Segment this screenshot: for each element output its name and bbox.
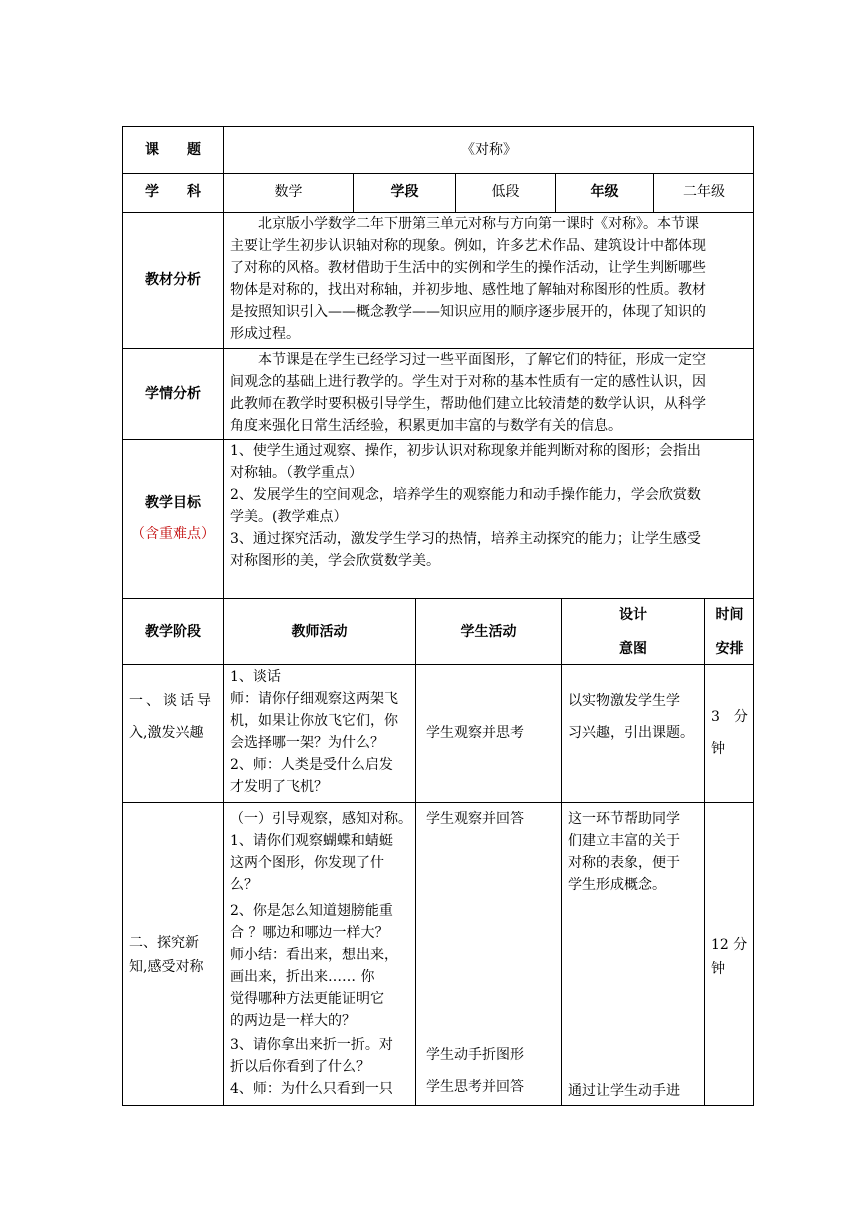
- text-line: 此教师在教学时要积极引导学生，帮助他们建立比较清楚的数学认识，从科学: [230, 396, 706, 412]
- text-line: 钟: [711, 961, 725, 977]
- row1-student-activity: 学生观察并思考: [426, 725, 524, 741]
- text-line: 对称轴。（教学重点）: [230, 465, 363, 481]
- grade-value: 二年级: [683, 184, 725, 200]
- text-line: 北京版小学数学二年下册第三单元对称与方向第一课时《对称》。本节课: [258, 216, 699, 232]
- row2-student-activity-1: 学生观察并回答: [426, 811, 524, 827]
- text-line: 物体是对称的，找出对称轴，并初步地、感性地了解轴对称图形的性质。教材: [230, 282, 706, 298]
- header-teacher: 教师活动: [291, 624, 348, 640]
- text-line: 4、师：为什么只看到一只: [230, 1081, 393, 1097]
- text-line: 的两边是一样大的？: [230, 1013, 356, 1029]
- subject-label: 学 科: [145, 184, 201, 200]
- subject-value: 数学: [274, 184, 303, 200]
- material-analysis-label: 教材分析: [145, 272, 201, 288]
- text-line: 2、师：人类是受什么启发: [230, 757, 393, 773]
- text-line: 画出来，折出来…… 你: [230, 969, 375, 985]
- col-divider: [223, 126, 224, 1106]
- header-design-1: 设计: [619, 607, 647, 623]
- text-line: 们建立丰富的关于: [568, 833, 680, 849]
- student-analysis-label: 学情分析: [145, 386, 201, 402]
- text-line: 学生形成概念。: [568, 877, 666, 893]
- text-line: 折以后你看到了什么？: [230, 1059, 370, 1075]
- row2-design-intent-2: 通过让学生动手进: [568, 1083, 680, 1099]
- text-line: 会选择哪一架？为什么？: [230, 735, 384, 751]
- text-line: 12 分: [711, 937, 748, 953]
- stage-label: 学段: [390, 184, 419, 200]
- text-line: 角度来强化日常生活经验，积累更加丰富的与数学有关的信息。: [230, 418, 622, 434]
- header-time-2: 安排: [715, 641, 744, 657]
- text-line: 3 分: [711, 709, 748, 725]
- text-line: 师小结：看出来，想出来，: [230, 947, 398, 963]
- header-time-1: 时间: [715, 607, 744, 623]
- topic-label: 课 题: [145, 142, 201, 158]
- text-line: 2、你是怎么知道翅膀能重: [230, 903, 393, 919]
- text-line: 师：请你仔细观察这两架飞: [230, 691, 398, 707]
- text-line: 二、探究新: [129, 935, 199, 951]
- goals-label: 教学目标: [145, 495, 201, 511]
- text-line: （一）引导观察，感知对称。: [230, 811, 412, 827]
- text-line: 习兴趣，引出课题。: [568, 725, 694, 741]
- text-line: 入,激发兴趣: [129, 725, 204, 741]
- row2-student-activity-2: 学生动手折图形: [426, 1047, 524, 1063]
- text-line: 形成过程。: [230, 326, 300, 342]
- text-line: 2、发展学生的空间观念，培养学生的观察能力和动手操作能力，学会欣赏数: [230, 487, 701, 503]
- row-divider: [122, 664, 754, 665]
- text-line: 这两个图形，你发现了什: [230, 855, 384, 871]
- text-line: 学美。(教学难点）: [230, 509, 348, 525]
- text-line: 合 ？哪边和哪边一样大？: [230, 925, 389, 941]
- text-line: 3、请你拿出来折一折。对: [230, 1037, 393, 1053]
- text-line: 觉得哪种方法更能证明它: [230, 991, 384, 1007]
- text-line: 才发明了飞机？: [230, 779, 328, 795]
- text-line: 1、使学生通过观察、操作，初步认识对称现象并能判断对称的图形；会指出: [230, 443, 701, 459]
- text-line: 一、谈话导: [129, 693, 214, 709]
- col-divider: [415, 598, 416, 1106]
- header-student: 学生活动: [460, 624, 517, 640]
- topic-value: 《对称》: [461, 142, 517, 158]
- header-stage: 教学阶段: [145, 624, 201, 640]
- text-line: 了对称的风格。教材借助于生活中的实例和学生的操作活动，让学生判断哪些: [230, 260, 706, 276]
- row-divider: [122, 598, 754, 599]
- text-line: 主要让学生初步认识轴对称的现象。例如，许多艺术作品、建筑设计中都体现: [230, 238, 706, 254]
- text-line: 对称图形的美，学会欣赏数学美。: [230, 553, 440, 569]
- row2-student-activity-3: 学生思考并回答: [426, 1079, 524, 1095]
- row-divider: [122, 802, 754, 803]
- text-line: 是按照知识引入——概念教学——知识应用的顺序逐步展开的，体现了知识的: [230, 304, 706, 320]
- text-line: 机，如果让你放飞它们，你: [230, 713, 398, 729]
- stage-value: 低段: [491, 184, 520, 200]
- goals-sublabel: （含重难点）: [131, 526, 215, 542]
- text-line: 这一环节帮助同学: [568, 811, 680, 827]
- text-line: 钟: [711, 741, 725, 757]
- grade-label: 年级: [590, 184, 619, 200]
- text-line: 间观念的基础上进行教学的。学生对于对称的基本性质有一定的感性认识，因: [230, 374, 706, 390]
- text-line: 1、请你们观察蝴蝶和蜻蜓: [230, 833, 393, 849]
- header-design-2: 意图: [619, 641, 647, 657]
- text-line: 1、谈话: [230, 669, 281, 685]
- text-line: 本节课是在学生已经学习过一些平面图形，了解它们的特征，形成一定空: [258, 352, 706, 368]
- text-line: 对称的表象，便于: [568, 855, 680, 871]
- col-divider: [561, 598, 562, 1106]
- text-line: 3、通过探究活动，激发学生学习的热情，培养主动探究的能力；让学生感受: [230, 531, 701, 547]
- text-line: 以实物激发学生学: [568, 693, 680, 709]
- col-divider: [704, 598, 705, 1106]
- text-line: 么？: [230, 877, 258, 893]
- row-divider: [122, 173, 754, 174]
- text-line: 知,感受对称: [129, 959, 204, 975]
